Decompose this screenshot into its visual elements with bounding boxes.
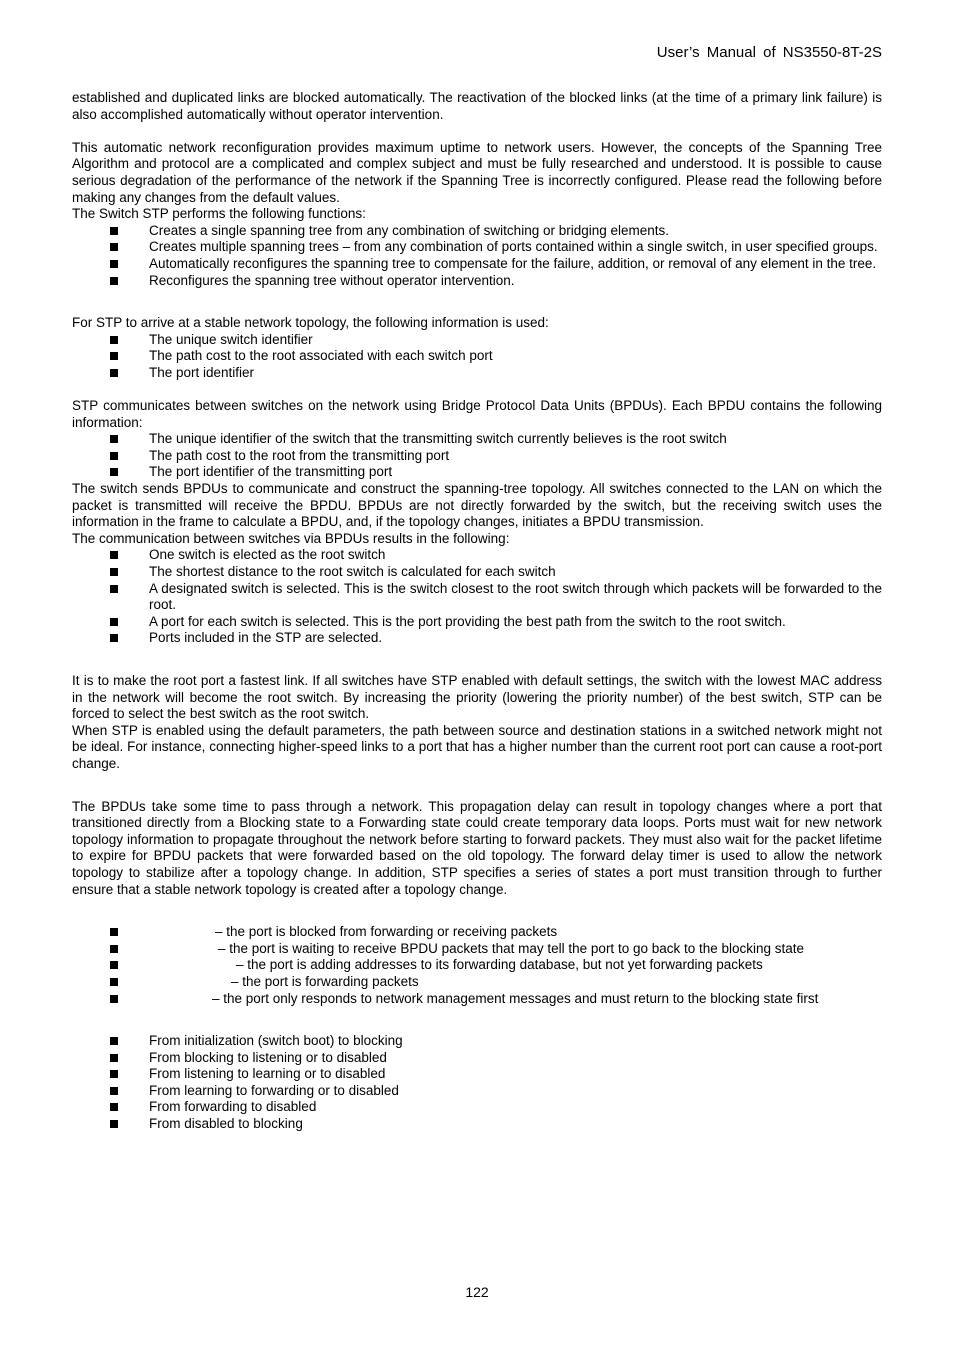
page-header: User’s Manual of NS3550-8T-2S <box>656 44 882 61</box>
list-item: A port for each switch is selected. This is the port providing the best path from the switch to the root switch. <box>72 614 882 631</box>
list-item: One switch is elected as the root switch <box>72 547 882 564</box>
list-item: Creates multiple spanning trees – from any combination of ports contained within a single switch, in user specified groups. <box>72 239 882 256</box>
list-item: From blocking to listening or to disabled <box>72 1050 882 1067</box>
list-item: The port identifier of the transmitting port <box>72 464 882 481</box>
list-item: From disabled to blocking <box>72 1116 882 1133</box>
state-transitions-list <box>72 1033 882 1133</box>
list-item: Reconfigures the spanning tree without operator intervention. <box>72 273 882 290</box>
list-item: The port identifier <box>72 365 882 382</box>
list-item: Creates a single spanning tree from any combination of switching or bridging elements. <box>72 223 882 240</box>
list-item: From learning to forwarding or to disabled <box>72 1083 882 1100</box>
list-item: The unique identifier of the switch that the transmitting switch currently believes is the root switch <box>72 431 882 448</box>
list-item: Ports included in the STP are selected. <box>72 630 882 647</box>
state-description: – the port is blocked from forwarding or receiving packets <box>215 924 558 940</box>
list-item: The path cost to the root from the transmitting port <box>72 448 882 465</box>
list-item <box>72 957 882 974</box>
bpdu-results-list <box>72 547 882 647</box>
list-item: From forwarding to disabled <box>72 1099 882 1116</box>
list-item <box>72 924 882 941</box>
bpdu-info-list <box>72 431 882 481</box>
bpdu-paragraph-3: The communication between switches via BPDUs results in the following: <box>72 530 510 546</box>
intro-paragraph-3: The Switch STP performs the following functions: <box>72 206 366 222</box>
list-item <box>72 941 882 958</box>
list-item <box>72 991 882 1008</box>
state-description: – the port is adding addresses to its forwarding database, but not yet forwarding packets <box>236 957 763 973</box>
stp-functions-list <box>72 223 882 289</box>
state-description: – the port is forwarding packets <box>231 973 419 989</box>
bpdu-paragraph-2: The switch sends BPDUs to communicate and construct the spanning-tree topology. All switches connected to the LAN on which the packet is transmitted will receive the BPDU. BPDUs are not directly forwarded by the switch, but the receiving switch uses the information in the frame to calculate a BPDU, and, if the topology changes, initiates a BPDU transmission. <box>72 481 882 530</box>
list-item: From initialization (switch boot) to blocking <box>72 1033 882 1050</box>
list-item: A designated switch is selected. This is the switch closest to the root switch through which packets will be forwarded to the root. <box>72 581 882 614</box>
list-item: Automatically reconfigures the spanning tree to compensate for the failure, addition, or removal of any element in the tree. <box>72 256 882 273</box>
list-item: The shortest distance to the root switch is calculated for each switch <box>72 564 882 581</box>
page-number: 122 <box>465 1284 489 1300</box>
bpdu-paragraph-1: STP communicates between switches on the network using Bridge Protocol Data Units (BPDUs). Each BPDU contains the following information: <box>72 398 882 430</box>
root-paragraph-2: When STP is enabled using the default parameters, the path between source and destination stations in a switched network might not be ideal. For instance, connecting higher-speed links to a port that has a higher number than the current root port can cause a root-port change. <box>72 722 882 771</box>
state-description: – the port is waiting to receive BPDU packets that may tell the port to go back to the blocking state <box>218 940 805 956</box>
delay-paragraph: The BPDUs take some time to pass through a network. This propagation delay can result in topology changes where a port that transitioned directly from a Blocking state to a Forwarding state could create temporary data loops. Ports must wait for new network topology information to propagate throughout the network before starting to forward packets. They must also wait for the packet lifetime to expire for BPDU packets that were forwarded based on the old topology. The forward delay timer is used to allow the network topology to stabilize after a topology change. In addition, STP specifies a series of states a port must transition through to further ensure that a stable network topology is created after a topology change. <box>72 798 882 897</box>
list-item: The path cost to the root associated with each switch port <box>72 348 882 365</box>
page-body <box>72 90 882 1133</box>
state-description: – the port only responds to network management messages and must return to the blocking state first <box>212 990 819 1006</box>
root-paragraph-1: It is to make the root port a fastest link. If all switches have STP enabled with default settings, the switch with the lowest MAC address in the network will become the root switch. By increasing the priority (lowering the priority number) of the best switch, STP can be forced to select the best switch as the root switch. <box>72 673 882 722</box>
intro-paragraph-1: established and duplicated links are blocked automatically. The reactivation of the blocked links (at the time of a primary link failure) is also accomplished automatically without operator intervention. <box>72 90 882 122</box>
list-item <box>72 974 882 991</box>
topology-paragraph: For STP to arrive at a stable network topology, the following information is used: <box>72 315 549 331</box>
list-item: The unique switch identifier <box>72 332 882 349</box>
port-states-list <box>72 924 882 1007</box>
topology-info-list <box>72 332 882 382</box>
intro-paragraph-2: This automatic network reconfiguration provides maximum uptime to network users. However, the concepts of the Spanning Tree Algorithm and protocol are a complicated and complex subject and must be fully researched and understood. It is possible to cause serious degradation of the performance of the network if the Spanning Tree is incorrectly configured. Please read the following before making any changes from the default values. <box>72 139 882 205</box>
list-item: From listening to learning or to disabled <box>72 1066 882 1083</box>
